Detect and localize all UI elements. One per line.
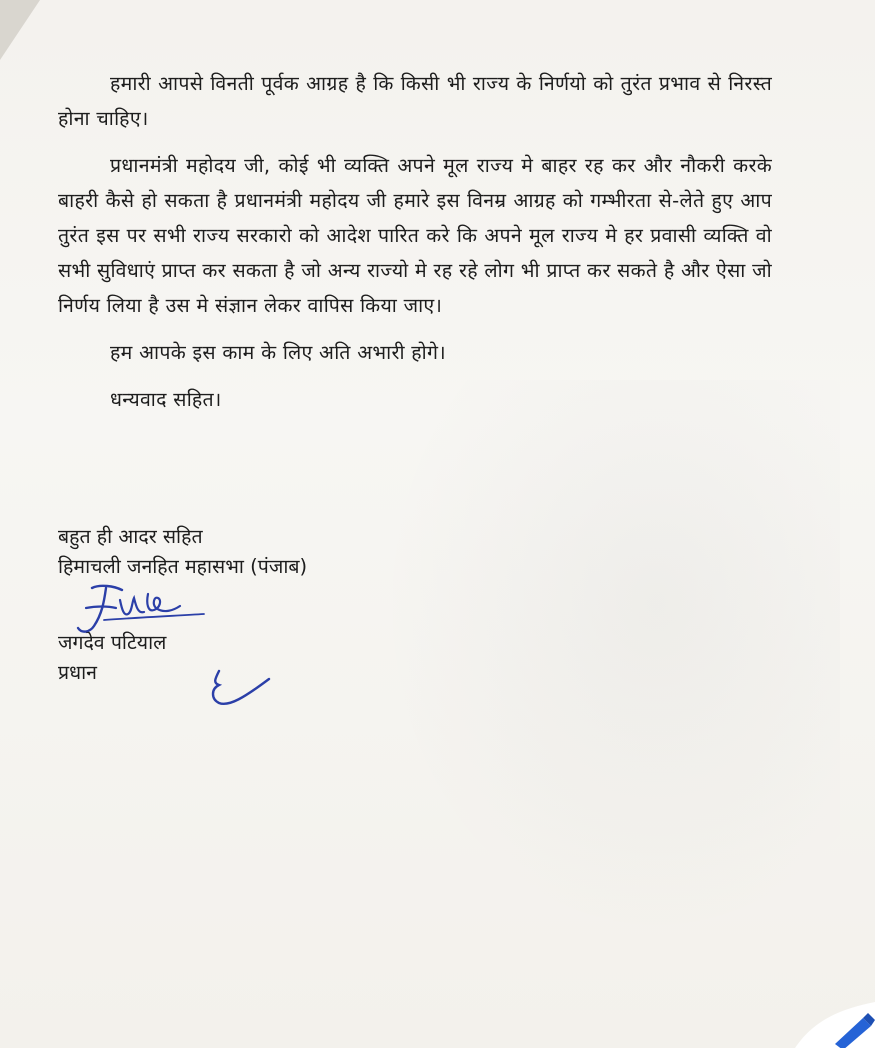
handwritten-initial bbox=[205, 665, 285, 715]
paragraph-gratitude: हम आपके इस काम के लिए अति अभारी होगे। bbox=[110, 341, 446, 364]
paragraph-request: हमारी आपसे विनती पूर्वक आग्रह है कि किसी भी राज्य के निर्णयो को तुरंत प्रभाव से निरस्त होना चाहिए। bbox=[58, 72, 772, 130]
closing-regards: बहुत ही आदर सहित bbox=[58, 525, 203, 548]
signatory-designation: प्रधान bbox=[58, 661, 97, 684]
handwritten-signature bbox=[70, 580, 210, 640]
paragraph-thanks: धन्यवाद सहित। bbox=[110, 388, 222, 411]
letter-body bbox=[58, 66, 772, 429]
closing-organization: हिमाचली जनहित महासभा (पंजाब) bbox=[58, 555, 308, 578]
page-corner-fold bbox=[0, 0, 40, 60]
signatory-name: जगदेव पटियाल bbox=[58, 631, 167, 654]
edit-pen-icon[interactable] bbox=[775, 958, 875, 1048]
paper-bleed-through bbox=[380, 380, 840, 940]
paragraph-main-appeal: प्रधानमंत्री महोदय जी, कोई भी व्यक्ति अपने मूल राज्य मे बाहर रह कर और नौकरी करके बाहरी कैसे हो सकता है प्रधानमंत्री महोदय जी हमारे इस विनम्र आग्रह को गम्भीरता से-लेते हुए आप तुरंत इस पर सभी राज्य सरकारो को आदेश पारित करे कि अपने मूल राज्य मे हर प्रवासी व्यक्ति वो सभी सुविधाएं प्राप्त कर सकता है जो अन्य राज्यो मे रह रहे लोग भी प्राप्त कर सकते है और ऐसा जो निर्णय लिया है उस मे संज्ञान लेकर वापिस किया जाए। bbox=[58, 154, 772, 317]
